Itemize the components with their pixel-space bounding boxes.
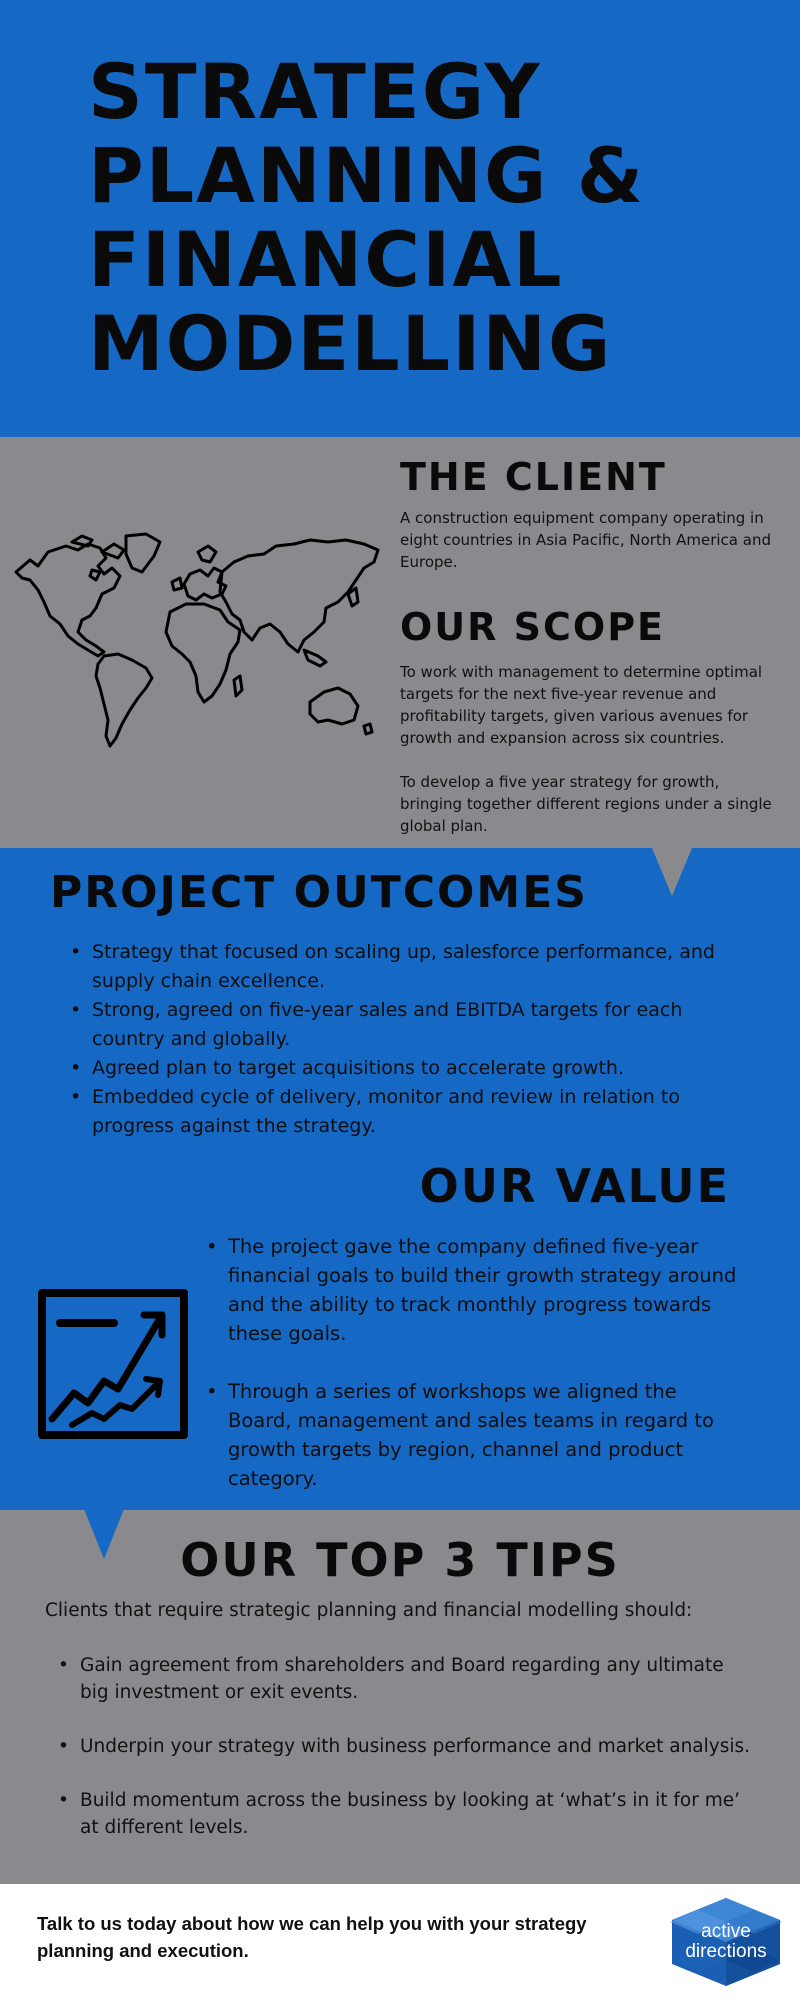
speech-notch bbox=[652, 848, 692, 896]
logo-text-line-2: directions bbox=[685, 1941, 767, 1962]
list-item: • Embedded cycle of delivery, monitor and review in relation to progress against the strategy. bbox=[70, 1083, 750, 1141]
outcomes-section bbox=[0, 848, 800, 1510]
client-heading: THE CLIENT bbox=[400, 455, 667, 499]
value-list bbox=[206, 1232, 746, 1493]
title-line-3: FINANCIAL bbox=[88, 215, 564, 304]
scope-paragraph-2: To develop a five year strategy for growth, bringing together different regions under a single global plan. bbox=[400, 773, 772, 835]
list-item: • Underpin your strategy with business performance and market analysis. bbox=[58, 1733, 758, 1760]
list-item: • Agreed plan to target acquisitions to accelerate growth. bbox=[70, 1054, 750, 1083]
list-item: • Strategy that focused on scaling up, salesforce performance, and supply chain excellence. bbox=[70, 938, 750, 996]
tips-list bbox=[58, 1652, 758, 1841]
world-map-icon bbox=[8, 532, 383, 757]
list-item: • Strong, agreed on five-year sales and EBITDA targets for each country and globally. bbox=[70, 996, 750, 1054]
tips-section bbox=[0, 1510, 800, 1884]
value-heading: OUR VALUE bbox=[419, 1159, 730, 1213]
outcomes-list bbox=[70, 938, 750, 1141]
outcomes-heading: PROJECT OUTCOMES bbox=[50, 867, 588, 918]
call-to-action[interactable]: Talk to us today about how we can help you with your strategy planning and execution. bbox=[37, 1913, 587, 1961]
growth-chart-icon bbox=[38, 1289, 188, 1439]
list-item: • Through a series of workshops we aligned the Board, management and sales teams in regard to growth targets by region, channel and product category. bbox=[206, 1377, 746, 1493]
page-title bbox=[88, 47, 728, 388]
title-line-1: STRATEGY bbox=[88, 47, 542, 136]
scope-paragraph-1: To work with management to determine optimal targets for the next five-year revenue and profitability targets, given various avenues for growth and expansion across six countries. bbox=[400, 663, 763, 747]
list-item: • Build momentum across the business by looking at ‘what’s in it for me’ at different levels. bbox=[58, 1787, 758, 1841]
hero-section bbox=[0, 0, 800, 437]
tips-heading: OUR TOP 3 TIPS bbox=[180, 1533, 620, 1587]
client-scope-section bbox=[0, 437, 800, 848]
client-description: A construction equipment company operating in eight countries in Asia Pacific, North America and Europe. bbox=[400, 509, 771, 571]
title-line-4: MODELLING bbox=[88, 299, 613, 388]
tips-intro: Clients that require strategic planning and financial modelling should: bbox=[45, 1600, 693, 1621]
footer bbox=[0, 1884, 800, 2000]
speech-notch bbox=[84, 1509, 124, 1559]
list-item: • Gain agreement from shareholders and Board regarding any ultimate big investment or exit events. bbox=[58, 1652, 758, 1706]
title-line-2: PLANNING & bbox=[88, 131, 646, 220]
scope-heading: OUR SCOPE bbox=[400, 605, 666, 649]
company-logo[interactable] bbox=[668, 1896, 784, 1988]
list-item: • The project gave the company defined five-year financial goals to build their growth strategy around and the ability to track monthly progress towards these goals. bbox=[206, 1232, 746, 1348]
logo-text-line-1: active bbox=[701, 1921, 751, 1942]
